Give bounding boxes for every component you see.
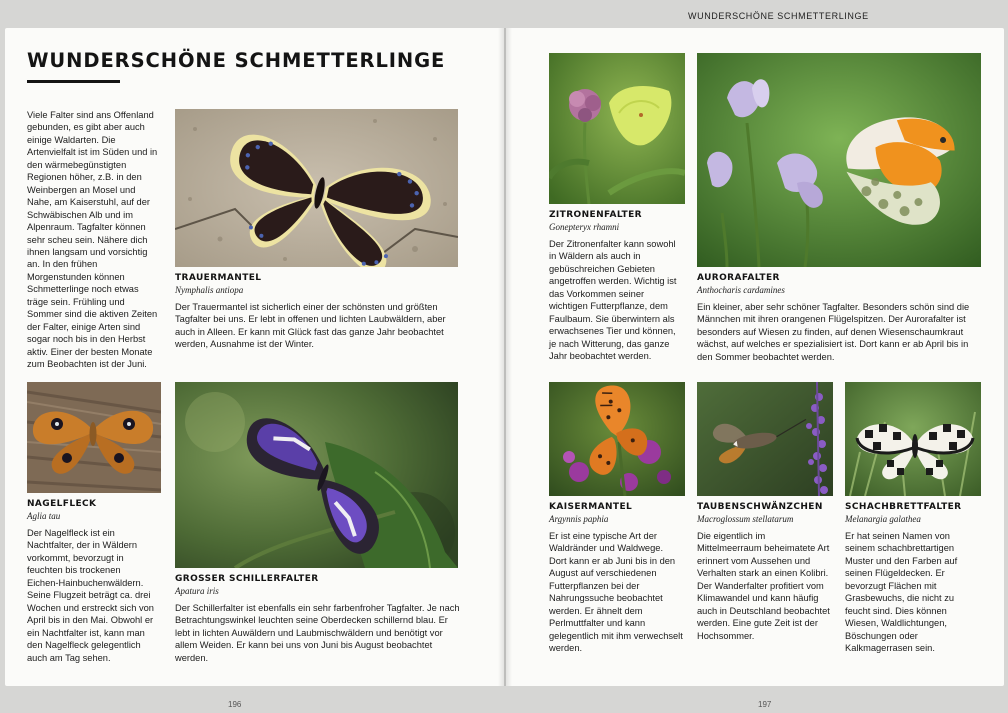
species-name: TAUBENSCHWÄNZCHEN	[697, 502, 823, 512]
species-latin: Apatura iris	[175, 586, 219, 596]
species-name: TRAUERMANTEL	[175, 273, 262, 283]
title-underline	[27, 80, 120, 83]
species-name: ZITRONENFALTER	[549, 210, 642, 220]
photo-schillerfalter	[175, 382, 458, 568]
species-description: Der Nagelfleck ist ein Nachtfalter, der in Wäldern vorkommt, bevorzugt in feuchten bis trockenen Eichen-Hainbuchenwäldern. Seine Flugzeit beträgt ca. drei Wochen und erstreckt sich von April bis in den Mai. Obwohl er ein Nachtfalter ist, kann man den Nagelfleck gelegentlich auch am Tag sehen.	[27, 528, 154, 663]
photo-zitronenfalter	[549, 53, 685, 204]
caption-kaisermantel	[549, 502, 683, 655]
species-name: NAGELFLECK	[27, 499, 97, 509]
caption-aurorafalter	[697, 273, 980, 363]
caption-schillerfalter	[175, 574, 465, 664]
species-description: Der Trauermantel ist sicherlich einer der schönsten und größten Tagfalter bei uns. Er lebt in offenen und lichten Laubwäldern, aber auch in Alleen. Er kann mit Glück fast das ganze Jahr beobachtet werden, Ausnahme ist der Winter.	[175, 302, 446, 350]
species-description: Er ist eine typische Art der Waldränder und Waldwege. Dort kann er ab Juni bis in den August auf verschiedenen Futterpflanzen bei der Nahrungssuche beobachtet werden. Er ähnelt dem Perlmuttfalter und kann gelegentlich mit ihm verwechselt werden.	[549, 531, 683, 654]
species-latin: Macroglossum stellatarum	[697, 514, 794, 524]
species-latin: Argynnis paphia	[549, 514, 609, 524]
caption-trauermantel	[175, 273, 465, 351]
species-description: Er hat seinen Namen von seinem schachbrettartigen Muster und den Farben auf seinen Flügeldecken. Er bevorzugt Flächen mit Grasbewuchs, die nicht zu feucht sind. Dies können Wiesen, Waldlichtungen, Böschungen oder Kalkmagerrasen sein.	[845, 531, 958, 654]
species-name: GROSSER SCHILLERFALTER	[175, 574, 319, 584]
caption-schachbrettfalter	[845, 502, 975, 655]
species-description: Der Schillerfalter ist ebenfalls ein sehr farbenfroher Tagfalter. Je nach Betrachtungswinkel leuchten seine Oberdecken schillernd blau. Er lebt in lichten Auwäldern und Laubmischwäldern und benötigt vor allem Weiden. Er kann bei uns von Juni bis August beobachtet werden.	[175, 603, 460, 663]
page-number-left: 196	[228, 700, 242, 709]
species-name: SCHACHBRETTFALTER	[845, 502, 962, 512]
species-latin: Gonepteryx rhamni	[549, 222, 620, 232]
page-title: WUNDERSCHÖNE SCHMETTERLINGE	[27, 49, 446, 72]
species-latin: Melanargia galathea	[845, 514, 921, 524]
species-name: AURORAFALTER	[697, 273, 780, 283]
photo-nagelfleck	[27, 382, 161, 493]
caption-taubenschwaenzchen	[697, 502, 831, 642]
photo-kaisermantel	[549, 382, 685, 496]
intro-text: Viele Falter sind ans Offenland gebunden, es gibt aber auch einige Waldarten. Die Artenvielfalt ist im Süden und in den wärmebegünstigten Regionen höher, z.B. in den Weinbergen an Mosel und Nahe, am Kaiserstuhl, auf der Schwäbischen Alb und im Alpenraum. Tagfalter können sehr scheu sein. Nähere dich ihnen langsam und vorsichtig an. In den frühen Morgenstunden können Schmetterlinge noch etwas träge sein. Frühling und Sommer sind die aktiven Zeiten der Falter, einige Arten sind sogar noch bis in den Herbst aktiv. Einer der besten Monate zum Beobachten ist der Juni.	[27, 110, 158, 370]
caption-nagelfleck	[27, 499, 154, 664]
photo-schachbrettfalter	[845, 382, 981, 496]
species-description: Die eigentlich im Mittelmeerraum beheimatete Art erinnert vom Aussehen und Verhalten stark an einen Kolibri. Der Wanderfalter profitiert vom Klimawandel und kann häufig auch in Deutschland beobachtet werden. Eine gute Zeit ist der Hochsommer.	[697, 531, 830, 641]
species-description: Der Zitronenfalter kann sowohl in Wäldern als auch in gebüschreichen Gebieten angetroffen werden. Wichtig ist das Vorkommen seiner wichtigen Futterpflanze, dem Faulbaum. Sie überwintern als erwachsenes Tier und können, je nach Witterung, das ganze Jahr beobachtet werden.	[549, 239, 677, 362]
running-head: WUNDERSCHÖNE SCHMETTERLINGE	[688, 11, 869, 21]
photo-trauermantel	[175, 109, 458, 267]
photo-taubenschwaenzchen	[697, 382, 833, 496]
caption-zitronenfalter	[549, 210, 683, 363]
photo-aurorafalter	[697, 53, 981, 267]
species-latin: Nymphalis antiopa	[175, 285, 244, 295]
species-latin: Aglia tau	[27, 511, 61, 521]
species-description: Ein kleiner, aber sehr schöner Tagfalter. Besonders schön sind die Männchen mit ihren orangenen Flügelspitzen. Der Aurorafalter ist besonders auf Wiesen zu finden, auf denen Wiesenschaumkraut wächst, auf welches er spezialisiert ist. Dort kann er ab April bis in den Sommer beobachtet werden.	[697, 302, 970, 362]
page-number-right: 197	[758, 700, 772, 709]
species-latin: Anthocharis cardamines	[697, 285, 785, 295]
book-gutter	[498, 28, 512, 686]
species-name: KAISERMANTEL	[549, 502, 633, 512]
